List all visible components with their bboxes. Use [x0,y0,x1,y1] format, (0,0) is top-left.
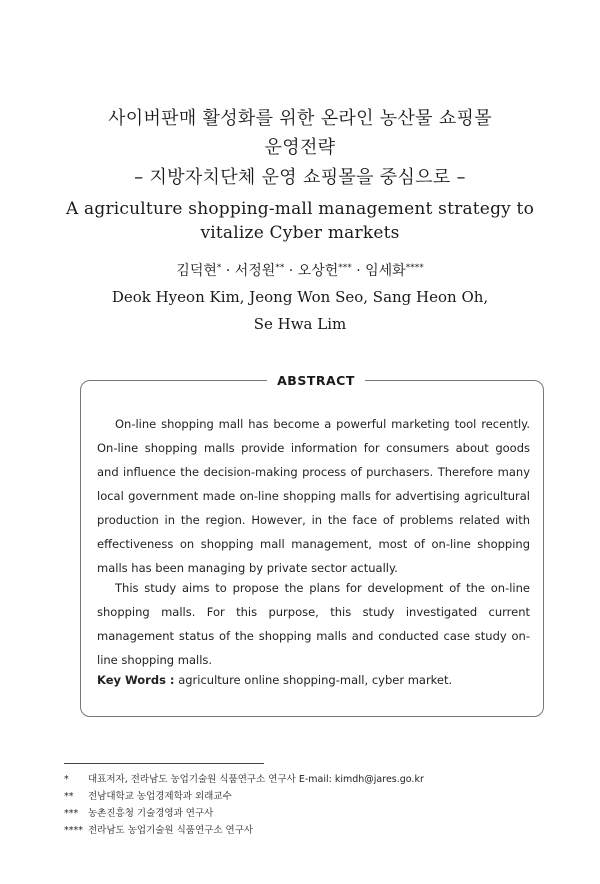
authors-ko: 김덕현* · 서정원** · 오상헌*** · 임세화**** [176,263,424,279]
author-ko: 임세화**** [365,263,424,279]
keywords-value: agriculture online shopping-mall, cyber market. [178,673,453,687]
footnote-rule [64,763,264,764]
footnote-4: **** 전라남도 농업기술원 식품연구소 연구사 [64,825,254,836]
title-en-line2: vitalize Cyber markets [200,223,400,243]
authors-en-line1: Deok Hyeon Kim, Jeong Won Seo, Sang Heon Oh, [111,288,489,306]
abstract-paragraph-1: On-line shopping mall has become a powerful marketing tool recently. On-line shopping malls provide information for consumers about goods and influence the decision-making process of purchasers. Therefore many local government made on-line shopping malls for advertising agricultural production in the region. However, in the face of problems related with effectiveness on shopping mall management, most of on-line shopping malls has been managing by private sector actually. [97,417,530,575]
keywords-label: Key Words : [97,673,175,687]
title-en-line1: A agriculture shopping-mall management strategy to [65,199,535,219]
title-ko-line1: 사이버판매 활성화를 위한 온라인 농산물 쇼핑몰 [108,108,492,129]
author-ko: 김덕현* [176,263,222,279]
keywords [97,668,530,692]
authors-en-line2: Se Hwa Lim [253,315,347,333]
abstract-heading: ABSTRACT [267,372,365,390]
author-ko: 오상헌*** [297,263,352,279]
subtitle-ko: – 지방자치단체 운영 쇼핑몰을 중심으로 – [134,167,466,188]
title-ko-line2: 운영전략 [264,137,336,158]
footnote-1: * 대표저자, 전라남도 농업기술원 식품연구소 연구사 E-mail: kimdh@jares.go.kr [64,774,424,785]
abstract-paragraph-2: This study aims to propose the plans for development of the on-line shopping malls. For this purpose, this study investigated current management status of the shopping malls and conducted case study on-line shopping malls. [97,581,530,667]
footnote-2: ** 전남대학교 농업경제학과 외래교수 [64,791,232,802]
footnote-3: *** 농촌진흥청 기술경영과 연구사 [64,808,214,819]
author-ko: 서정원** [234,263,285,279]
